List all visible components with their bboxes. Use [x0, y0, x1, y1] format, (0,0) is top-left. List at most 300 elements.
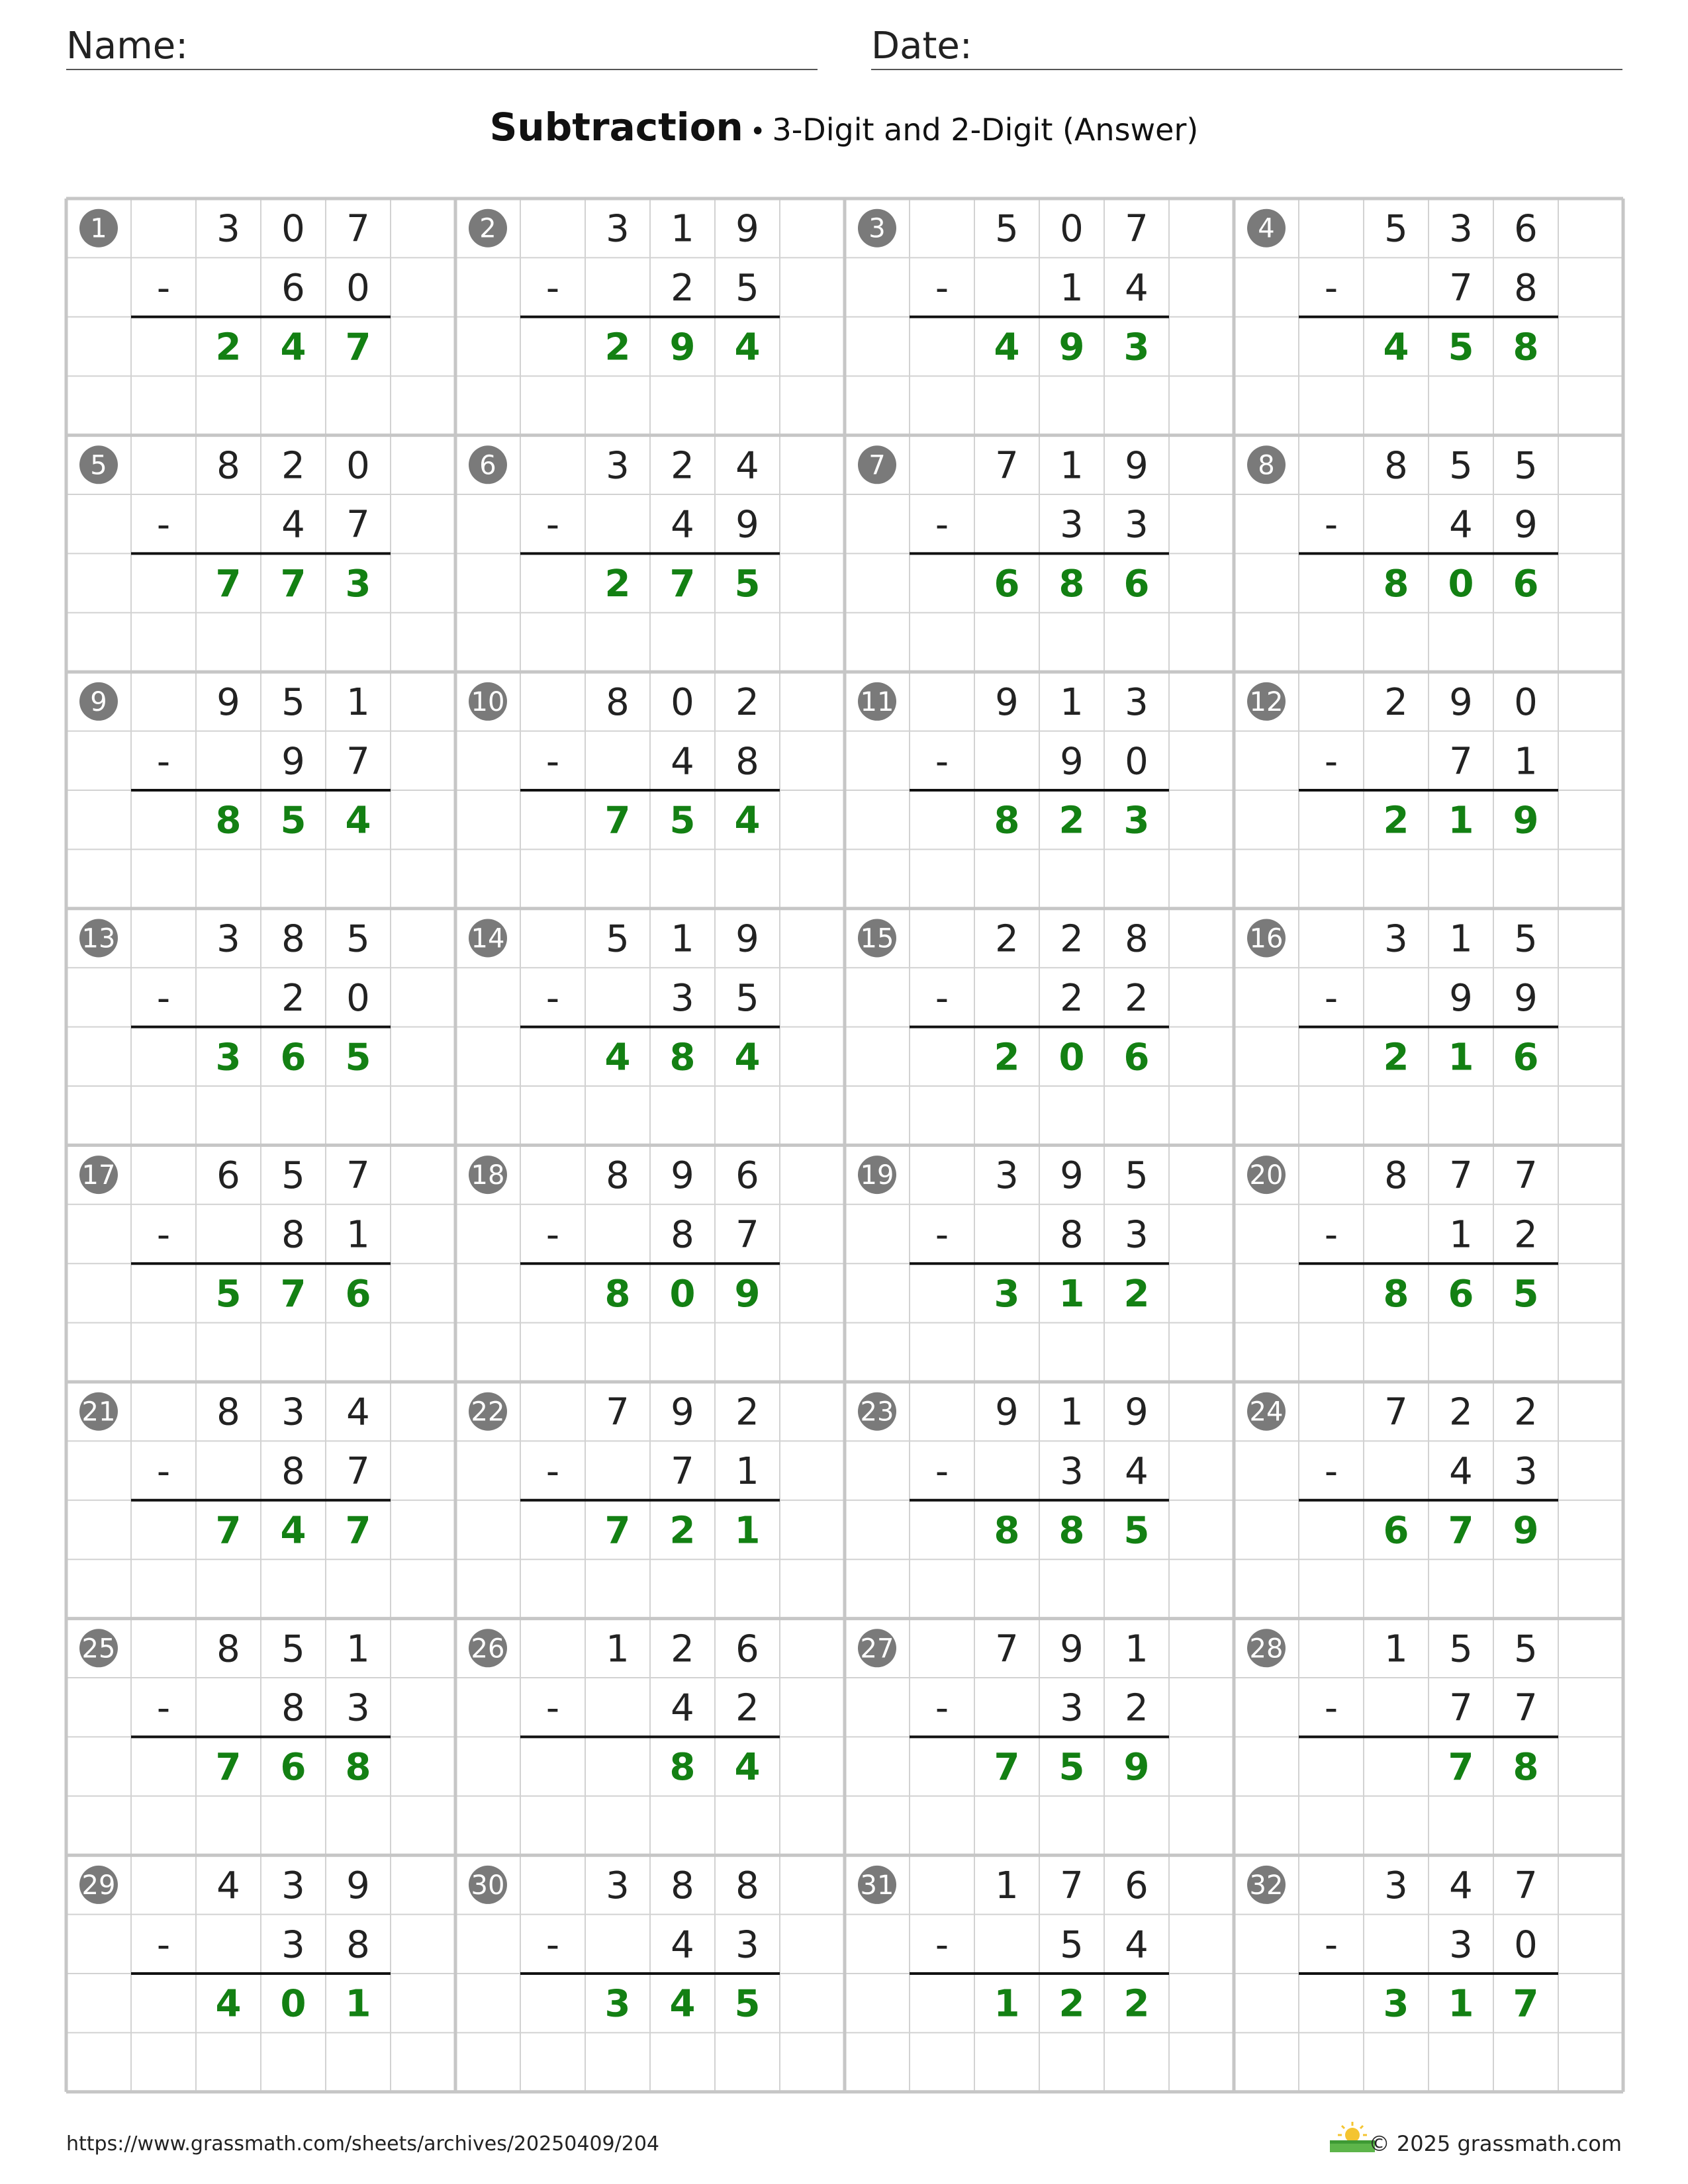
problem-number: 19 — [860, 1160, 894, 1191]
answer-digit: 9 — [1513, 1509, 1539, 1553]
answer-digit: 7 — [215, 563, 242, 606]
subtrahend-digit: 3 — [735, 1923, 759, 1967]
minuend-digit: 2 — [1449, 1390, 1473, 1434]
subtrahend-digit: 8 — [671, 1213, 694, 1257]
answer-digit: 8 — [1058, 1509, 1085, 1553]
subtrahend-digit: 1 — [1514, 740, 1538, 784]
minus-sign: - — [1324, 503, 1338, 547]
answer-digit: 4 — [734, 799, 761, 842]
minuend-digit: 9 — [1060, 1154, 1084, 1198]
minuend-digit: 5 — [1449, 444, 1473, 488]
subtrahend-digit: 7 — [671, 1450, 694, 1494]
problem-number: 12 — [1249, 686, 1284, 717]
minus-sign: - — [156, 740, 171, 784]
answer-digit: 5 — [669, 799, 696, 842]
minus-sign: - — [935, 1450, 949, 1494]
minus-sign: - — [935, 503, 949, 547]
name-label: Name: — [66, 24, 189, 68]
subtrahend-digit: 9 — [1449, 976, 1473, 1020]
problem-number: 9 — [90, 686, 107, 717]
minuend-digit: 1 — [671, 207, 694, 251]
subtrahend-digit: 8 — [281, 1213, 305, 1257]
minus-sign: - — [1324, 740, 1338, 784]
answer-digit: 7 — [604, 799, 631, 842]
subtrahend-digit: 3 — [1514, 1450, 1538, 1494]
subtrahend-digit: 4 — [1449, 1450, 1473, 1494]
subtrahend-digit: 6 — [281, 267, 305, 310]
problem-number: 21 — [81, 1396, 116, 1428]
answer-digit: 6 — [1513, 1036, 1539, 1079]
minuend-digit: 9 — [995, 680, 1019, 724]
minuend-digit: 5 — [281, 680, 305, 724]
answer-digit: 8 — [1513, 326, 1539, 369]
minuend-digit: 7 — [995, 444, 1019, 488]
minus-sign: - — [1324, 1450, 1338, 1494]
subtrahend-digit: 5 — [1060, 1923, 1084, 1967]
subtrahend-digit: 1 — [1449, 1213, 1473, 1257]
subtrahend-digit: 7 — [346, 503, 370, 547]
minuend-digit: 5 — [281, 1627, 305, 1671]
subtrahend-digit: 5 — [735, 976, 759, 1020]
problem-number: 6 — [479, 450, 496, 481]
answer-digit: 9 — [734, 1272, 761, 1316]
subtrahend-digit: 7 — [1449, 267, 1473, 310]
minuend-digit: 3 — [1384, 1864, 1408, 1907]
problem-number: 23 — [860, 1396, 894, 1428]
problem-number: 3 — [868, 213, 886, 244]
minus-sign: - — [545, 1213, 560, 1257]
minuend-digit: 2 — [995, 917, 1019, 961]
minuend-digit: 7 — [995, 1627, 1019, 1671]
minuend-digit: 9 — [995, 1390, 1019, 1434]
minuend-digit: 0 — [671, 680, 694, 724]
subtrahend-digit: 7 — [1449, 740, 1473, 784]
answer-digit: 2 — [1383, 1036, 1409, 1079]
minuend-digit: 3 — [606, 207, 630, 251]
minuend-digit: 8 — [216, 444, 240, 488]
problem-number: 17 — [81, 1160, 116, 1191]
minuend-digit: 0 — [346, 444, 370, 488]
minus-sign: - — [935, 1686, 949, 1730]
minuend-digit: 8 — [1384, 1154, 1408, 1198]
minuend-digit: 9 — [1125, 1390, 1149, 1434]
minus-sign: - — [545, 267, 560, 310]
answer-digit: 8 — [215, 799, 242, 842]
subtrahend-digit: 8 — [1514, 267, 1538, 310]
subtrahend-digit: 9 — [735, 503, 759, 547]
answer-digit: 6 — [1448, 1272, 1474, 1316]
title-subtitle: 3-Digit and 2-Digit (Answer) — [772, 112, 1199, 148]
title-main: Subtraction — [489, 105, 743, 150]
answer-digit: 7 — [280, 1272, 306, 1316]
problem-number: 30 — [471, 1870, 505, 1901]
answer-digit: 6 — [1123, 1036, 1150, 1079]
subtrahend-digit: 3 — [1125, 1213, 1149, 1257]
subtrahend-digit: 3 — [1060, 1450, 1084, 1494]
problem-number: 32 — [1249, 1870, 1284, 1901]
minuend-digit: 1 — [1060, 1390, 1084, 1434]
subtrahend-digit: 8 — [735, 740, 759, 784]
answer-digit: 6 — [280, 1036, 306, 1079]
minuend-digit: 6 — [735, 1627, 759, 1671]
minuend-digit: 3 — [1449, 207, 1473, 251]
answer-digit: 5 — [1448, 326, 1474, 369]
minus-sign: - — [935, 1923, 949, 1967]
minuend-digit: 0 — [1514, 680, 1538, 724]
subtrahend-digit: 2 — [1125, 1686, 1149, 1730]
answer-digit: 4 — [734, 1036, 761, 1079]
answer-digit: 8 — [994, 799, 1020, 842]
date-label: Date: — [871, 24, 972, 68]
subtrahend-digit: 7 — [346, 740, 370, 784]
subtrahend-digit: 2 — [1125, 976, 1149, 1020]
answer-digit: 8 — [1383, 1272, 1409, 1316]
minuend-digit: 7 — [1514, 1864, 1538, 1907]
minus-sign: - — [156, 1213, 171, 1257]
minus-sign: - — [156, 267, 171, 310]
title-separator: • — [749, 116, 766, 147]
minuend-digit: 2 — [671, 1627, 694, 1671]
minuend-digit: 7 — [1060, 1864, 1084, 1907]
subtrahend-digit: 2 — [671, 267, 694, 310]
answer-digit: 6 — [1123, 563, 1150, 606]
subtrahend-digit: 3 — [671, 976, 694, 1020]
subtrahend-digit: 9 — [1514, 976, 1538, 1020]
minus-sign: - — [156, 976, 171, 1020]
answer-digit: 3 — [345, 563, 371, 606]
minuend-digit: 9 — [1125, 444, 1149, 488]
minuend-digit: 5 — [1384, 207, 1408, 251]
minuend-digit: 1 — [1060, 680, 1084, 724]
minus-sign: - — [545, 503, 560, 547]
answer-digit: 8 — [1513, 1746, 1539, 1790]
subtrahend-digit: 3 — [1125, 503, 1149, 547]
minuend-digit: 1 — [1384, 1627, 1408, 1671]
minuend-digit: 8 — [216, 1627, 240, 1671]
subtrahend-digit: 0 — [1125, 740, 1149, 784]
minuend-digit: 7 — [346, 207, 370, 251]
answer-digit: 2 — [1058, 799, 1085, 842]
subtrahend-digit: 5 — [735, 267, 759, 310]
answer-digit: 2 — [1123, 1272, 1150, 1316]
answer-digit: 4 — [280, 1509, 306, 1553]
minuend-digit: 2 — [735, 680, 759, 724]
subtrahend-digit: 8 — [281, 1450, 305, 1494]
answer-digit: 5 — [280, 799, 306, 842]
answer-digit: 5 — [1058, 1746, 1085, 1790]
minuend-digit: 2 — [1060, 917, 1084, 961]
minuend-digit: 9 — [346, 1864, 370, 1907]
minuend-digit: 9 — [735, 207, 759, 251]
minuend-digit: 8 — [606, 1154, 630, 1198]
minuend-digit: 1 — [346, 1627, 370, 1671]
minus-sign: - — [545, 1686, 560, 1730]
subtrahend-digit: 2 — [281, 976, 305, 1020]
minuend-digit: 6 — [1125, 1864, 1149, 1907]
answer-digit: 7 — [280, 563, 306, 606]
minus-sign: - — [935, 1213, 949, 1257]
answer-digit: 3 — [994, 1272, 1020, 1316]
footer-url: https://www.grassmath.com/sheets/archives/20250409/204 — [66, 2132, 660, 2156]
minus-sign: - — [935, 976, 949, 1020]
subtrahend-digit: 0 — [1514, 1923, 1538, 1967]
answer-digit: 8 — [1383, 563, 1409, 606]
answer-digit: 1 — [1448, 1036, 1474, 1079]
minuend-digit: 5 — [1514, 444, 1538, 488]
answer-digit: 9 — [1123, 1746, 1150, 1790]
answer-digit: 4 — [734, 326, 761, 369]
answer-digit: 3 — [1123, 799, 1150, 842]
subtrahend-digit: 8 — [1060, 1213, 1084, 1257]
minuend-digit: 5 — [995, 207, 1019, 251]
minus-sign: - — [156, 1923, 171, 1967]
answer-digit: 4 — [994, 326, 1020, 369]
problem-number: 28 — [1249, 1633, 1284, 1664]
answer-digit: 5 — [734, 1982, 761, 2026]
minuend-digit: 7 — [1514, 1154, 1538, 1198]
problem-number: 14 — [471, 923, 505, 954]
minuend-digit: 8 — [735, 1864, 759, 1907]
answer-digit: 5 — [1513, 1272, 1539, 1316]
minuend-digit: 9 — [671, 1154, 694, 1198]
minuend-digit: 9 — [216, 680, 240, 724]
problem-number: 29 — [81, 1870, 116, 1901]
answer-digit: 6 — [345, 1272, 371, 1316]
problem-number: 24 — [1249, 1396, 1284, 1428]
minuend-digit: 9 — [1449, 680, 1473, 724]
minus-sign: - — [935, 740, 949, 784]
subtrahend-digit: 2 — [1060, 976, 1084, 1020]
problem-number: 16 — [1249, 923, 1284, 954]
footer-copyright: © 2025 grassmath.com — [1368, 2131, 1622, 2156]
subtrahend-digit: 4 — [281, 503, 305, 547]
minus-sign: - — [156, 1450, 171, 1494]
minuend-digit: 3 — [216, 917, 240, 961]
minuend-digit: 4 — [1449, 1864, 1473, 1907]
minus-sign: - — [545, 740, 560, 784]
problem-number: 15 — [860, 923, 894, 954]
minuend-digit: 5 — [346, 917, 370, 961]
minuend-digit: 7 — [606, 1390, 630, 1434]
answer-digit: 8 — [1058, 563, 1085, 606]
minus-sign: - — [1324, 267, 1338, 310]
minuend-digit: 1 — [1449, 917, 1473, 961]
minuend-digit: 1 — [606, 1627, 630, 1671]
minuend-digit: 8 — [606, 680, 630, 724]
minuend-digit: 2 — [1384, 680, 1408, 724]
subtrahend-digit: 1 — [735, 1450, 759, 1494]
minuend-digit: 1 — [1060, 444, 1084, 488]
answer-digit: 4 — [604, 1036, 631, 1079]
minuend-digit: 4 — [346, 1390, 370, 1434]
subtrahend-digit: 1 — [1060, 267, 1084, 310]
minuend-digit: 9 — [735, 917, 759, 961]
answer-digit: 7 — [604, 1509, 631, 1553]
minuend-digit: 7 — [1125, 207, 1149, 251]
answer-digit: 2 — [1058, 1982, 1085, 2026]
minuend-digit: 9 — [1060, 1627, 1084, 1671]
minuend-digit: 5 — [281, 1154, 305, 1198]
minuend-digit: 1 — [346, 680, 370, 724]
problem-number: 10 — [471, 686, 505, 717]
answer-digit: 2 — [669, 1509, 696, 1553]
minus-sign: - — [1324, 1213, 1338, 1257]
minuend-digit: 6 — [1514, 207, 1538, 251]
subtrahend-digit: 0 — [346, 267, 370, 310]
answer-digit: 8 — [345, 1746, 371, 1790]
answer-digit: 0 — [1058, 1036, 1085, 1079]
subtrahend-digit: 0 — [346, 976, 370, 1020]
minuend-digit: 3 — [281, 1864, 305, 1907]
subtrahend-digit: 7 — [1514, 1686, 1538, 1730]
problem-number: 1 — [90, 213, 107, 244]
subtrahend-digit: 8 — [281, 1686, 305, 1730]
minuend-digit: 1 — [995, 1864, 1019, 1907]
subtrahend-digit: 7 — [1449, 1686, 1473, 1730]
minuend-digit: 2 — [735, 1390, 759, 1434]
problem-number: 20 — [1249, 1160, 1284, 1191]
subtrahend-digit: 4 — [671, 740, 694, 784]
subtrahend-digit: 4 — [1125, 267, 1149, 310]
answer-digit: 6 — [280, 1746, 306, 1790]
minus-sign: - — [156, 503, 171, 547]
subtrahend-digit: 4 — [1125, 1450, 1149, 1494]
subtrahend-digit: 4 — [671, 1923, 694, 1967]
minus-sign: - — [545, 1450, 560, 1494]
answer-digit: 7 — [345, 1509, 371, 1553]
minuend-digit: 3 — [995, 1154, 1019, 1198]
subtrahend-digit: 3 — [1060, 1686, 1084, 1730]
answer-digit: 2 — [994, 1036, 1020, 1079]
answer-digit: 7 — [215, 1509, 242, 1553]
answer-digit: 7 — [669, 563, 696, 606]
minus-sign: - — [156, 1686, 171, 1730]
minuend-digit: 1 — [1125, 1627, 1149, 1671]
subtrahend-digit: 3 — [346, 1686, 370, 1730]
answer-digit: 6 — [994, 563, 1020, 606]
minuend-digit: 3 — [1384, 917, 1408, 961]
answer-digit: 7 — [1513, 1982, 1539, 2026]
minuend-digit: 0 — [281, 207, 305, 251]
answer-digit: 1 — [1058, 1272, 1085, 1316]
answer-digit: 3 — [1123, 326, 1150, 369]
answer-digit: 1 — [734, 1509, 761, 1553]
answer-digit: 7 — [345, 326, 371, 369]
answer-digit: 5 — [215, 1272, 242, 1316]
answer-digit: 5 — [734, 563, 761, 606]
answer-digit: 2 — [604, 563, 631, 606]
answer-digit: 0 — [1448, 563, 1474, 606]
problem-number: 7 — [868, 450, 886, 481]
minuend-digit: 8 — [216, 1390, 240, 1434]
answer-digit: 8 — [604, 1272, 631, 1316]
minuend-digit: 8 — [1384, 444, 1408, 488]
minuend-digit: 8 — [1125, 917, 1149, 961]
answer-digit: 4 — [280, 326, 306, 369]
minuend-digit: 7 — [1449, 1154, 1473, 1198]
minuend-digit: 3 — [216, 207, 240, 251]
subtrahend-digit: 2 — [735, 1686, 759, 1730]
answer-digit: 5 — [345, 1036, 371, 1079]
minus-sign: - — [1324, 1686, 1338, 1730]
answer-digit: 4 — [345, 799, 371, 842]
answer-digit: 1 — [1448, 799, 1474, 842]
minuend-digit: 6 — [735, 1154, 759, 1198]
minuend-digit: 9 — [671, 1390, 694, 1434]
answer-digit: 8 — [669, 1746, 696, 1790]
subtrahend-digit: 4 — [671, 1686, 694, 1730]
problem-number: 25 — [81, 1633, 116, 1664]
minus-sign: - — [1324, 976, 1338, 1020]
subtrahend-digit: 7 — [346, 1450, 370, 1494]
subtrahend-digit: 4 — [1449, 503, 1473, 547]
subtrahend-digit: 8 — [346, 1923, 370, 1967]
answer-digit: 7 — [215, 1746, 242, 1790]
problem-number: 18 — [471, 1160, 505, 1191]
answer-digit: 4 — [669, 1982, 696, 2026]
answer-digit: 3 — [604, 1982, 631, 2026]
answer-digit: 4 — [1383, 326, 1409, 369]
minuend-digit: 2 — [1514, 1390, 1538, 1434]
answer-digit: 4 — [734, 1746, 761, 1790]
problem-number: 13 — [81, 923, 116, 954]
problem-number: 4 — [1258, 213, 1275, 244]
problem-number: 2 — [479, 213, 496, 244]
answer-digit: 3 — [1383, 1982, 1409, 2026]
subtrahend-digit: 3 — [281, 1923, 305, 1967]
answer-digit: 9 — [669, 326, 696, 369]
answer-digit: 1 — [345, 1982, 371, 2026]
answer-digit: 9 — [1058, 326, 1085, 369]
subtrahend-digit: 4 — [1125, 1923, 1149, 1967]
problem-number: 8 — [1258, 450, 1275, 481]
answer-digit: 1 — [1448, 1982, 1474, 2026]
answer-digit: 6 — [1383, 1509, 1409, 1553]
problem-number: 11 — [860, 686, 894, 717]
minuend-digit: 3 — [606, 1864, 630, 1907]
answer-digit: 9 — [1513, 799, 1539, 842]
answer-digit: 2 — [1383, 799, 1409, 842]
answer-digit: 5 — [1123, 1509, 1150, 1553]
minuend-digit: 7 — [346, 1154, 370, 1198]
minuend-digit: 5 — [1514, 1627, 1538, 1671]
minuend-digit: 7 — [1384, 1390, 1408, 1434]
answer-digit: 8 — [994, 1509, 1020, 1553]
answer-digit: 1 — [994, 1982, 1020, 2026]
minuend-digit: 5 — [606, 917, 630, 961]
problem-number: 31 — [860, 1870, 894, 1901]
minuend-digit: 2 — [671, 444, 694, 488]
subtrahend-digit: 3 — [1449, 1923, 1473, 1967]
subtrahend-digit: 9 — [1514, 503, 1538, 547]
answer-digit: 7 — [994, 1746, 1020, 1790]
subtrahend-digit: 3 — [1060, 503, 1084, 547]
answer-digit: 8 — [669, 1036, 696, 1079]
answer-digit: 3 — [215, 1036, 242, 1079]
minuend-digit: 8 — [671, 1864, 694, 1907]
answer-digit: 0 — [669, 1272, 696, 1316]
minuend-digit: 5 — [1514, 917, 1538, 961]
answer-digit: 4 — [215, 1982, 242, 2026]
problem-number: 27 — [860, 1633, 894, 1664]
answer-digit: 2 — [1123, 1982, 1150, 2026]
subtrahend-digit: 2 — [1514, 1213, 1538, 1257]
subtrahend-digit: 1 — [346, 1213, 370, 1257]
answer-digit: 2 — [215, 326, 242, 369]
minuend-digit: 3 — [1125, 680, 1149, 724]
answer-digit: 6 — [1513, 563, 1539, 606]
subtrahend-digit: 7 — [735, 1213, 759, 1257]
